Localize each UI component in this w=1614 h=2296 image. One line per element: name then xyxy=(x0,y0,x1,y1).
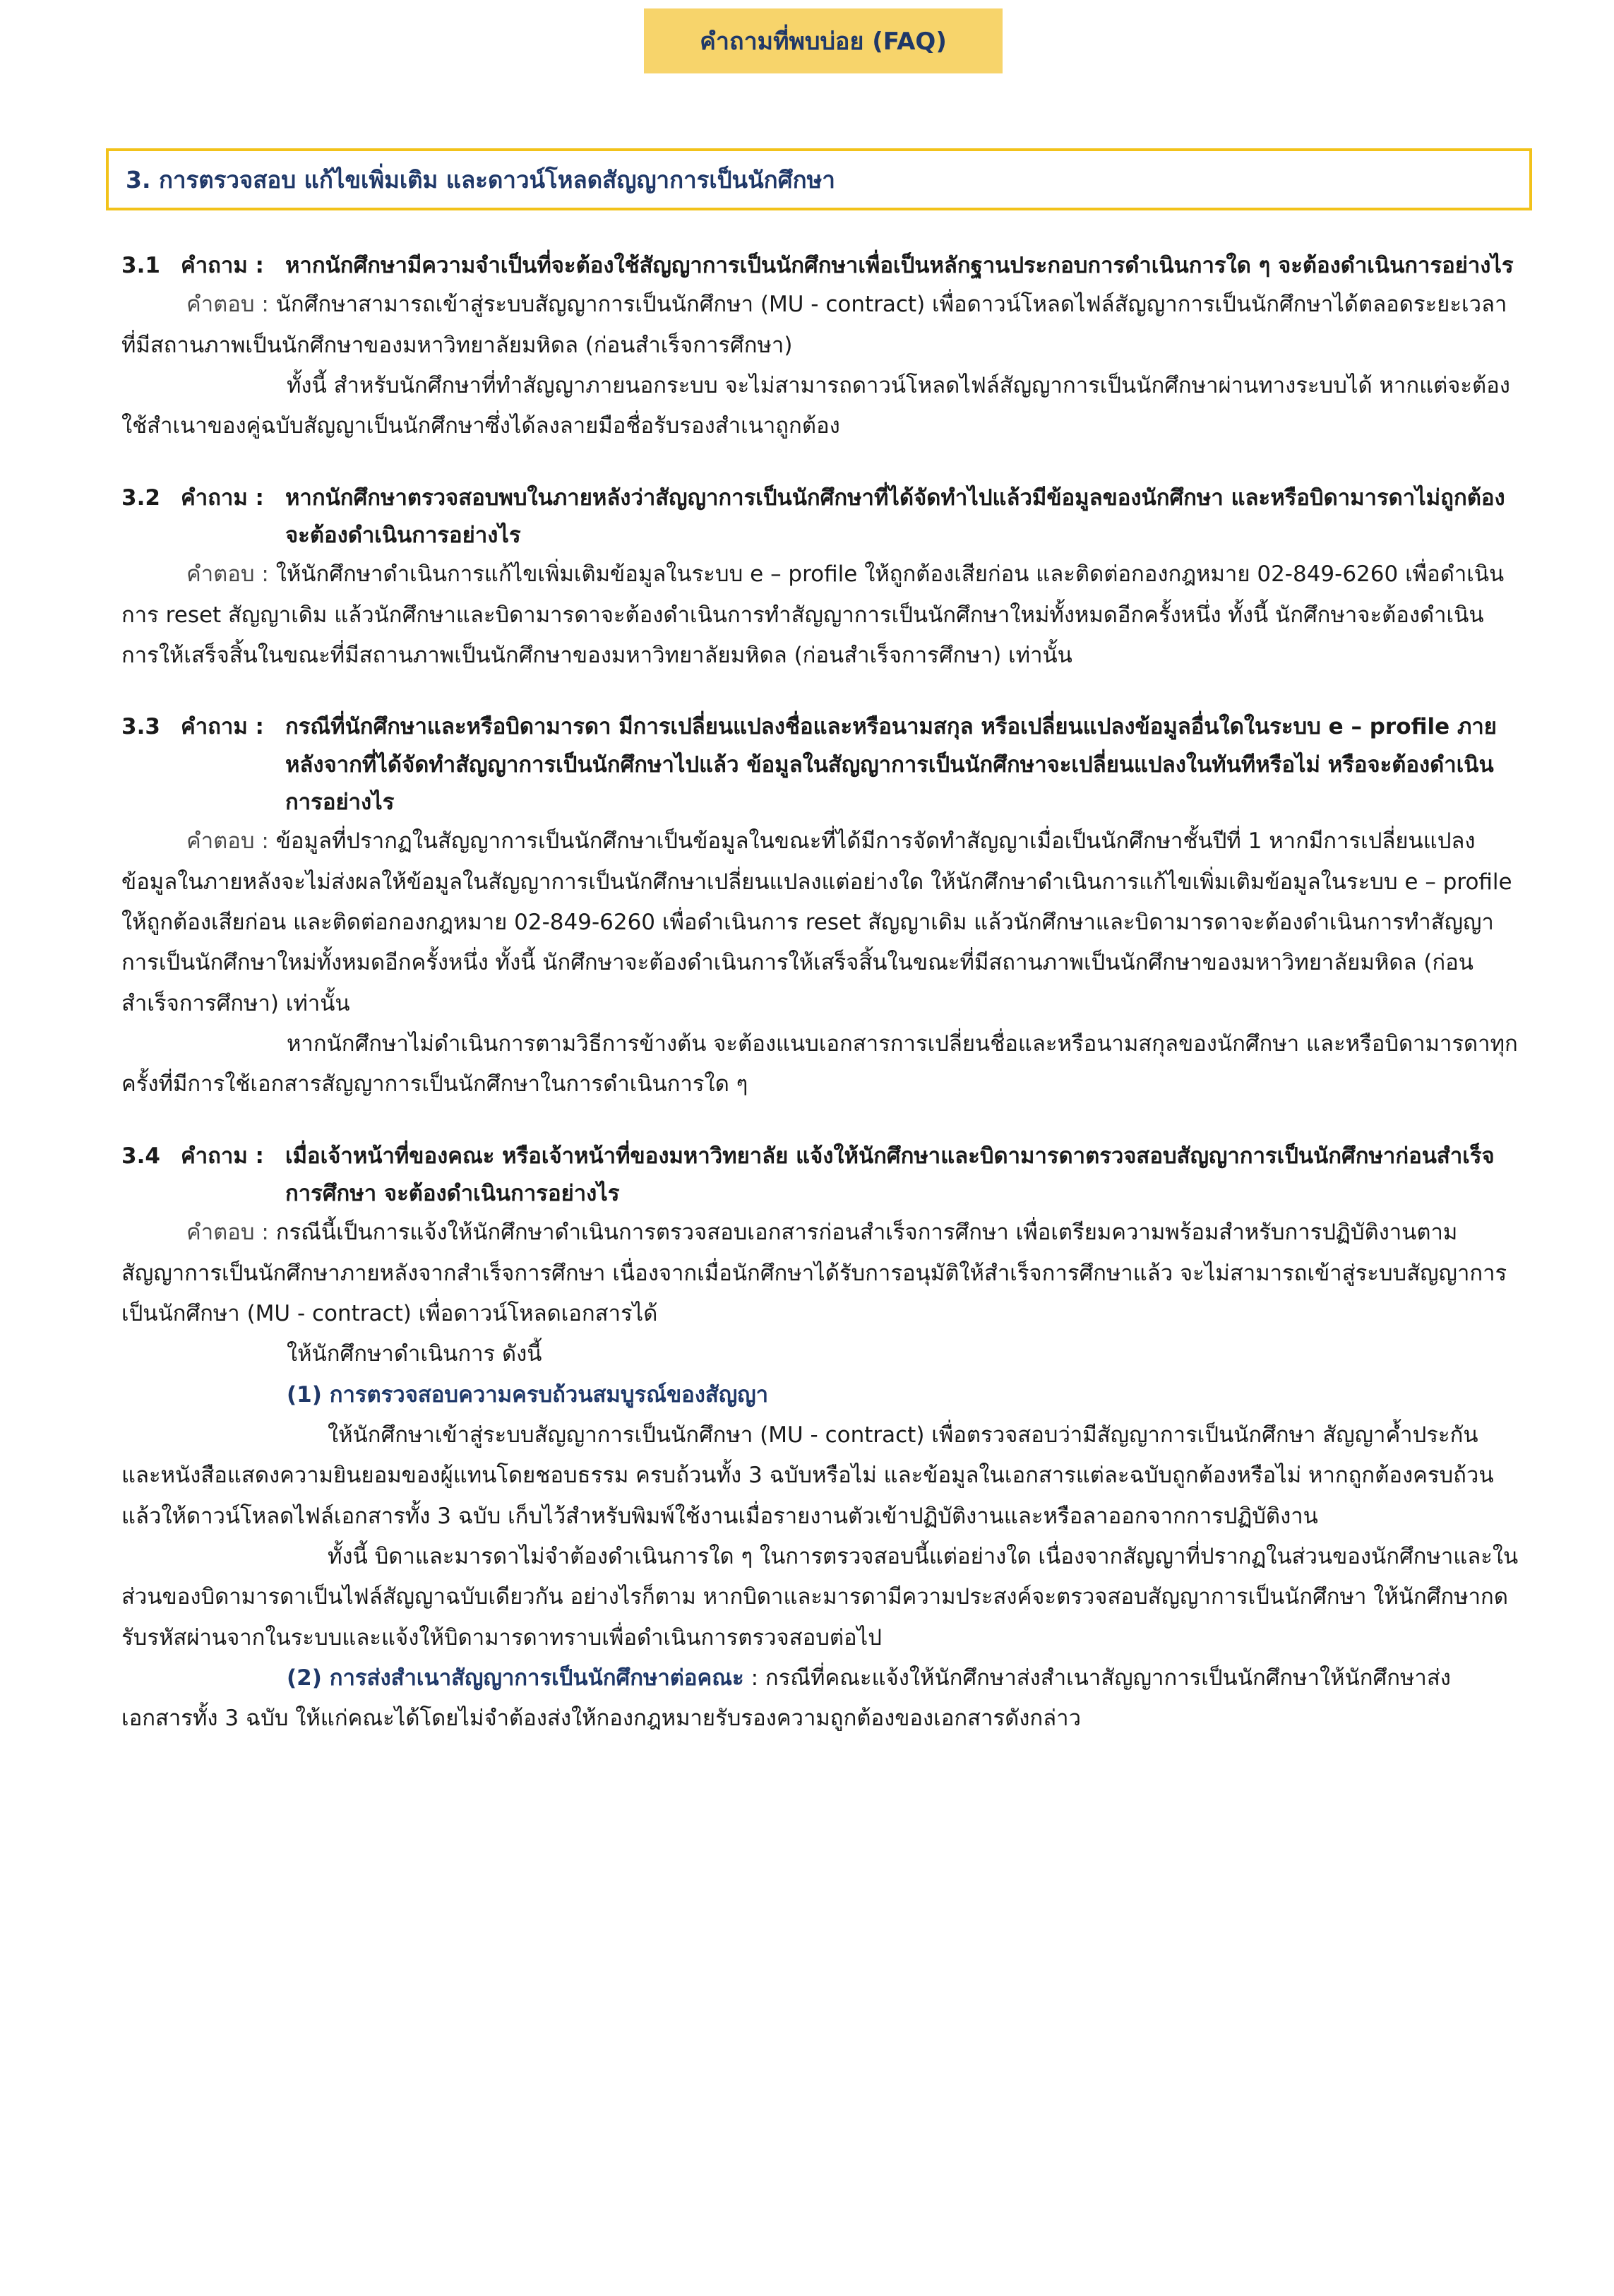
answer-note: ทั้งนี้ สำหรับนักศึกษาที่ทำสัญญาภายนอกระบบ จะไม่สามารถดาวน์โหลดไฟล์สัญญาการเป็นนักศึกษาผ่านทางระบบได้ หากแต่จะต้องใช้สำเนาของคู่ฉบับสัญญาเป็นนักศึกษาซึ่งได้ลงลายมือชื่อรับรองสำเนาถูกต้อง xyxy=(121,373,1510,439)
question-label: คำถาม : xyxy=(181,484,264,511)
question-text: กรณีที่นักศึกษาและหรือบิดามารดา มีการเปลี่ยนแปลงชื่อและหรือนามสกุล หรือเปลี่ยนแปลงข้อมูลอื่นใดในระบบ e – profile ภายหลังจากที่ได้จัดทำสัญญาการเป็นนักศึกษาไปแล้ว ข้อมูลในสัญญาการเป็นนักศึกษาจะเปลี่ยนแปลงในทันทีหรือไม่ หรือจะต้องดำเนินการอย่างไร xyxy=(285,714,1497,815)
page-title: คำถามที่พบบ่อย (FAQ) xyxy=(644,8,1003,73)
answer-label: คำตอบ : xyxy=(186,561,269,588)
faq-answer xyxy=(121,821,1519,1024)
faq-item xyxy=(121,708,1519,1105)
answer-label: คำตอบ : xyxy=(186,828,269,855)
step2-text: : กรณีที่คณะแจ้งให้นักศึกษาส่งสำเนาสัญญาการเป็นนักศึกษาให้นักศึกษาส่งเอกสารทั้ง 3 ฉบับ ให้แก่คณะได้โดยไม่จำต้องส่งให้กองกฎหมายรับรองความถูกต้องของเอกสารดังกล่าว xyxy=(121,1665,1451,1732)
step1-title-text: (1) การตรวจสอบความครบถ้วนสมบูรณ์ของสัญญา xyxy=(287,1381,769,1408)
faq-question xyxy=(121,708,1519,821)
answer-text: ให้นักศึกษาดำเนินการแก้ไขเพิ่มเติมข้อมูลในระบบ e – profile ให้ถูกต้องเสียก่อน และติดต่อกองกฎหมาย 02-849-6260 เพื่อดำเนินการ reset สัญญาเดิม แล้วนักศึกษาและบิดามารดาจะต้องดำเนินการทำสัญญาการเป็นนักศึกษาใหม่ทั้งหมดอีกครั้งหนึ่ง ทั้งนี้ นักศึกษาจะต้องดำเนินการให้เสร็จสิ้นในขณะที่มีสถานภาพเป็นนักศึกษาของมหาวิทยาลัยมหิดล (ก่อนสำเร็จการศึกษา) เท่านั้น xyxy=(121,561,1505,668)
faq-question xyxy=(121,480,1519,555)
faq-number: 3.4 xyxy=(121,1143,160,1169)
step1-note: ทั้งนี้ บิดาและมารดาไม่จำต้องดำเนินการใด ๆ ในการตรวจสอบนี้แต่อย่างใด เนื่องจากสัญญาที่ปรากฏในส่วนของนักศึกษาและในส่วนของบิดามารดาเป็นไฟล์สัญญาฉบับเดียวกัน อย่างไรก็ตาม หากบิดาและมารดามีความประสงค์จะตรวจสอบสัญญาการเป็นนักศึกษา ให้นักศึกษากดรับรหัสผ่านจากในระบบและแจ้งให้บิดามารดาทราบเพื่อดำเนินการตรวจสอบต่อไป xyxy=(121,1544,1519,1650)
question-text: หากนักศึกษามีความจำเป็นที่จะต้องใช้สัญญาการเป็นนักศึกษาเพื่อเป็นหลักฐานประกอบการดำเนินการใด ๆ จะต้องดำเนินการอย่างไร xyxy=(285,253,1514,278)
step1-text: ให้นักศึกษาเข้าสู่ระบบสัญญาการเป็นนักศึกษา (MU - contract) เพื่อตรวจสอบว่ามีสัญญาการเป็นนักศึกษา สัญญาค้ำประกัน และหนังสือแสดงความยินยอมของผู้แทนโดยชอบธรรม ครบถ้วนทั้ง 3 ฉบับหรือไม่ และข้อมูลในเอกสารแต่ละฉบับถูกต้องหรือไม่ หากถูกต้องครบถ้วนแล้วให้ดาวน์โหลดไฟล์เอกสารทั้ง 3 ฉบับ เก็บไว้สำหรับพิมพ์ใช้งานเมื่อรายงานตัวเข้าปฏิบัติงานและหรือลาออกจากการปฏิบัติงาน xyxy=(121,1422,1494,1529)
faq-question xyxy=(121,1138,1519,1213)
question-label: คำถาม : xyxy=(181,1143,264,1169)
step1-title xyxy=(121,1375,1519,1415)
answer-text: ข้อมูลที่ปรากฏในสัญญาการเป็นนักศึกษาเป็นข้อมูลในขณะที่ได้มีการจัดทำสัญญาเมื่อเป็นนักศึกษาชั้นปีที่ 1 หากมีการเปลี่ยนแปลงข้อมูลในภายหลังจะไม่ส่งผลให้ข้อมูลในสัญญาการเป็นนักศึกษาเปลี่ยนแปลงแต่อย่างใด ให้นักศึกษาดำเนินการแก้ไขเพิ่มเติมข้อมูลในระบบ e – profile ให้ถูกต้องเสียก่อน และติดต่อกองกฎหมาย 02-849-6260 เพื่อดำเนินการ reset สัญญาเดิม แล้วนักศึกษาและบิดามารดาจะต้องดำเนินการทำสัญญาการเป็นนักศึกษาใหม่ทั้งหมดอีกครั้งหนึ่ง ทั้งนี้ นักศึกษาจะต้องดำเนินการให้เสร็จสิ้นในขณะที่มีสถานภาพเป็นนักศึกษาของมหาวิทยาลัยมหิดล (ก่อนสำเร็จการศึกษา) เท่านั้น xyxy=(121,828,1512,1016)
faq-item xyxy=(121,247,1519,447)
question-text: หากนักศึกษาตรวจสอบพบในภายหลังว่าสัญญาการเป็นนักศึกษาที่ได้จัดทำไปแล้วมีข้อมูลของนักศึกษา และหรือบิดามารดาไม่ถูกต้อง จะต้องดำเนินการอย่างไร xyxy=(285,484,1505,548)
faq-number: 3.2 xyxy=(121,484,160,511)
faq-item xyxy=(121,1138,1519,1739)
faq-question xyxy=(121,247,1519,285)
answer-label: คำตอบ : xyxy=(186,1220,269,1246)
step2-title: (2) การส่งสำเนาสัญญาการเป็นนักศึกษาต่อคณะ xyxy=(287,1665,744,1691)
steps-intro: ให้นักศึกษาดำเนินการ ดังนี้ xyxy=(287,1341,542,1367)
question-text: เมื่อเจ้าหน้าที่ของคณะ หรือเจ้าหน้าที่ของมหาวิทยาลัย แจ้งให้นักศึกษาและบิดามารดาตรวจสอบสัญญาการเป็นนักศึกษาก่อนสำเร็จการศึกษา จะต้องดำเนินการอย่างไร xyxy=(285,1143,1495,1206)
faq-answer xyxy=(121,554,1519,676)
faq-answer xyxy=(121,285,1519,366)
faq-content xyxy=(121,247,1519,1772)
faq-item xyxy=(121,480,1519,677)
answer-note: หากนักศึกษาไม่ดำเนินการตามวิธีการข้างต้น จะต้องแนบเอกสารการเปลี่ยนชื่อและหรือนามสกุลของนักศึกษา และหรือบิดามารดาทุกครั้งที่มีการใช้เอกสารสัญญาการเป็นนักศึกษาในการดำเนินการใด ๆ xyxy=(121,1031,1518,1098)
step2 xyxy=(121,1658,1519,1739)
faq-answer xyxy=(121,1213,1519,1334)
section-heading xyxy=(106,148,1532,210)
answer-text: กรณีนี้เป็นการแจ้งให้นักศึกษาดำเนินการตรวจสอบเอกสารก่อนสำเร็จการศึกษา เพื่อเตรียมความพร้อมสำหรับการปฏิบัติงานตามสัญญาการเป็นนักศึกษาภายหลังจากสำเร็จการศึกษา เนื่องจากเมื่อนักศึกษาได้รับการอนุมัติให้สำเร็จการศึกษาแล้ว จะไม่สามารถเข้าสู่ระบบสัญญาการเป็นนักศึกษา (MU - contract) เพื่อดาวน์โหลดเอกสารได้ xyxy=(121,1220,1507,1326)
question-label: คำถาม : xyxy=(181,714,264,740)
faq-number: 3.3 xyxy=(121,714,160,740)
answer-label: คำตอบ : xyxy=(186,292,269,318)
faq-number: 3.1 xyxy=(121,253,160,278)
answer-text: นักศึกษาสามารถเข้าสู่ระบบสัญญาการเป็นนักศึกษา (MU - contract) เพื่อดาวน์โหลดไฟล์สัญญาการเป็นนักศึกษาได้ตลอดระยะเวลาที่มีสถานภาพเป็นนักศึกษาของมหาวิทยาลัยมหิดล (ก่อนสำเร็จการศึกษา) xyxy=(121,292,1507,358)
question-label: คำถาม : xyxy=(181,253,264,278)
section-heading-text: 3. การตรวจสอบ แก้ไขเพิ่มเติม และดาวน์โหลดสัญญาการเป็นนักศึกษา xyxy=(126,165,835,194)
